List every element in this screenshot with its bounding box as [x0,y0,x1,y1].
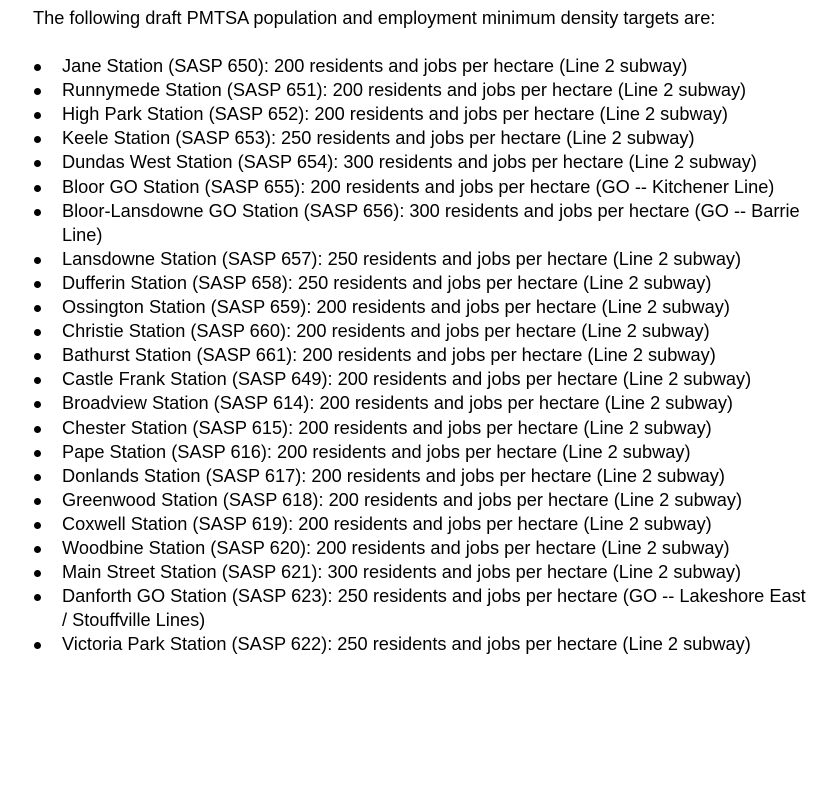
list-item-text: Dundas West Station (SASP 654): 300 residents and jobs per hectare (Line 2 subway) [62,152,757,173]
list-item-text: Christie Station (SASP 660): 200 residents and jobs per hectare (Line 2 subway) [62,321,710,342]
list-item [33,536,810,560]
list-item-text: Ossington Station (SASP 659): 200 residents and jobs per hectare (Line 2 subway) [62,297,730,318]
list-item-text: Chester Station (SASP 615): 200 residents and jobs per hectare (Line 2 subway) [62,417,712,438]
list-item [33,271,810,295]
bullet-icon [34,546,41,553]
list-item-text: Bloor-Lansdowne GO Station (SASP 656): 300 residents and jobs per hectare (GO -- Barrie Line) [62,200,800,245]
list-item-text: Donlands Station (SASP 617): 200 residents and jobs per hectare (Line 2 subway) [62,465,725,486]
list-item-text: Jane Station (SASP 650): 200 residents and jobs per hectare (Line 2 subway) [62,56,688,77]
bullet-icon [34,112,41,119]
list-item [33,102,810,126]
bullet-icon [34,570,41,577]
list-item-text: Dufferin Station (SASP 658): 250 residents and jobs per hectare (Line 2 subway) [62,272,712,293]
list-item [33,560,810,584]
bullet-icon [34,305,41,312]
list-item [33,54,810,78]
list-item-text: Broadview Station (SASP 614): 200 residents and jobs per hectare (Line 2 subway) [62,393,733,414]
list-item [33,126,810,150]
list-item-text: Main Street Station (SASP 621): 300 residents and jobs per hectare (Line 2 subway) [62,562,742,583]
bullet-icon [34,522,41,529]
bullet-icon [34,64,41,71]
list-item [33,584,810,632]
list-item [33,78,810,102]
list-item-text: Danforth GO Station (SASP 623): 250 residents and jobs per hectare (GO -- Lakeshore East / Stouffville Lines) [62,586,806,631]
bullet-icon [34,353,41,360]
list-item-text: Pape Station (SASP 616): 200 residents and jobs per hectare (Line 2 subway) [62,441,691,462]
list-item-text: Greenwood Station (SASP 618): 200 residents and jobs per hectare (Line 2 subway) [62,489,743,510]
list-item [33,367,810,391]
bullet-icon [34,88,41,95]
intro-paragraph: The following draft PMTSA population and employment minimum density targets are: [33,8,716,28]
list-item-text: Bloor GO Station (SASP 655): 200 residents and jobs per hectare (GO -- Kitchener Line) [62,176,775,197]
bullet-icon [34,185,41,192]
bullet-icon [34,209,41,216]
list-item [33,440,810,464]
bullet-icon [34,281,41,288]
bullet-icon [34,136,41,143]
density-target-list [33,54,823,656]
list-item [33,343,810,367]
bullet-icon [34,329,41,336]
list-item-text: Runnymede Station (SASP 651): 200 residents and jobs per hectare (Line 2 subway) [62,80,747,101]
bullet-icon [34,498,41,505]
bullet-icon [34,401,41,408]
list-item [33,247,810,271]
list-item-text: Keele Station (SASP 653): 250 residents and jobs per hectare (Line 2 subway) [62,128,695,149]
list-item-text: Coxwell Station (SASP 619): 200 residents and jobs per hectare (Line 2 subway) [62,513,712,534]
list-item [33,416,810,440]
list-item-text: Woodbine Station (SASP 620): 200 residents and jobs per hectare (Line 2 subway) [62,537,730,558]
bullet-icon [34,377,41,384]
bullet-icon [34,450,41,457]
bullet-icon [34,160,41,167]
list-item [33,199,810,247]
bullet-icon [34,642,41,649]
list-item [33,295,810,319]
list-item [33,150,810,174]
list-item [33,391,810,415]
list-item-text: Lansdowne Station (SASP 657): 250 residents and jobs per hectare (Line 2 subway) [62,248,742,269]
list-item-text: High Park Station (SASP 652): 200 residents and jobs per hectare (Line 2 subway) [62,104,728,125]
bullet-icon [34,257,41,264]
list-item [33,488,810,512]
bullet-icon [34,426,41,433]
list-item [33,464,810,488]
list-item [33,175,810,199]
bullet-icon [34,594,41,601]
list-item-text: Victoria Park Station (SASP 622): 250 residents and jobs per hectare (Line 2 subway) [62,634,751,655]
bullet-icon [34,474,41,481]
list-item-text: Bathurst Station (SASP 661): 200 residents and jobs per hectare (Line 2 subway) [62,345,716,366]
list-item [33,632,810,656]
document-body [33,6,823,656]
list-item [33,512,810,536]
list-item [33,319,810,343]
list-item-text: Castle Frank Station (SASP 649): 200 residents and jobs per hectare (Line 2 subway) [62,369,752,390]
